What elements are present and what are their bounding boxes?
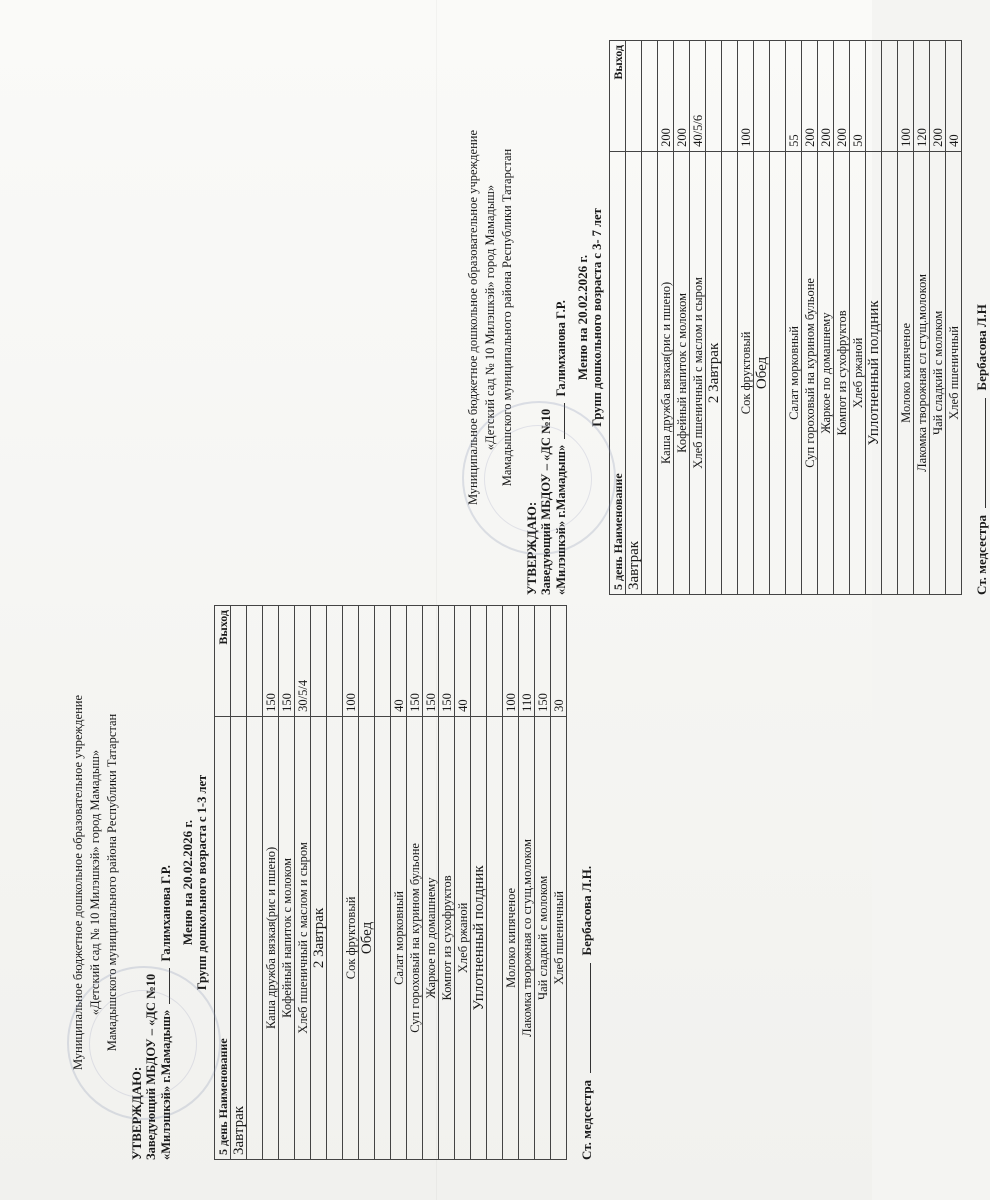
dish-name: Чай сладкий с молоком <box>930 151 946 594</box>
dish-name: Компот из сухофруктов <box>439 716 455 1159</box>
section-row <box>359 606 375 1160</box>
table-row <box>850 41 866 595</box>
approve-label: УТВЕРЖДАЮ: <box>129 1066 144 1160</box>
table-header-row <box>215 606 231 1160</box>
section-row <box>231 606 247 1160</box>
table-header-row <box>610 41 626 595</box>
dish-output: 120 <box>914 41 930 152</box>
nurse-name: Бербасова Л.Н <box>974 304 989 391</box>
spacer-row <box>722 41 738 595</box>
menu-date: Меню на 20.02.2026 г. <box>180 819 195 946</box>
dish-output: 150 <box>535 606 551 717</box>
dish-name: Суп гороховый на курином бульоне <box>802 151 818 594</box>
nurse-label: Ст. медсестра <box>579 1079 594 1160</box>
menu-table <box>609 40 962 595</box>
nurse-signature <box>579 605 595 1160</box>
dish-output: 30 <box>551 606 567 717</box>
section-snack: Уплотненный полдник <box>471 716 487 1159</box>
dish-output: 30/5/4 <box>295 606 311 717</box>
org-line-3: Мамадышского муниципального района Республики Татарстан <box>105 713 119 1052</box>
dish-output: 150 <box>439 606 455 717</box>
table-row <box>658 41 674 595</box>
dish-name: Салат морковный <box>391 716 407 1159</box>
table-row <box>738 41 754 595</box>
menu-date: Меню на 20.02.2026 г. <box>575 254 590 381</box>
menu-ages-3-7 <box>465 40 989 595</box>
stamp-seal <box>462 401 616 555</box>
dish-name: Жаркое по домашнему <box>423 716 439 1159</box>
dish-output: 200 <box>930 41 946 152</box>
dish-name: Кофейный напиток с молоком <box>279 716 295 1159</box>
dish-output: 40 <box>391 606 407 717</box>
dish-name: Лакомка творожная со сгущ.молоком <box>519 716 535 1159</box>
dish-name: Жаркое по домашнему <box>818 151 834 594</box>
dish-output: 150 <box>407 606 423 717</box>
table-row <box>946 41 962 595</box>
dish-name: Молоко кипяченое <box>898 151 914 594</box>
spacer-row <box>247 606 263 1160</box>
dish-output: 40 <box>946 41 962 152</box>
dish-output: 150 <box>279 606 295 717</box>
spacer-row <box>487 606 503 1160</box>
spacer-row <box>375 606 391 1160</box>
dish-name: Компот из сухофруктов <box>834 151 850 594</box>
table-row <box>535 606 551 1160</box>
dish-output: 50 <box>850 41 866 152</box>
section-lunch: Обед <box>359 716 375 1159</box>
approve-name: Галимханова Г.Р. <box>159 865 173 962</box>
dish-output: 200 <box>834 41 850 152</box>
section-row <box>626 41 642 595</box>
section-row <box>866 41 882 595</box>
dish-name: Хлеб ржаной <box>850 151 866 594</box>
dish-output: 55 <box>786 41 802 152</box>
dish-output: 150 <box>263 606 279 717</box>
column-name-header: 5 день Наименование <box>215 716 231 1159</box>
approve-position: Заведующий МБДОУ – «ДС №10 <box>144 973 158 1160</box>
dish-output: 200 <box>658 41 674 152</box>
dish-output: 150 <box>423 606 439 717</box>
org-line-3: Мамадышского муниципального района Республики Татарстан <box>500 148 514 487</box>
dish-name: Хлеб ржаной <box>455 716 471 1159</box>
dish-name: Молоко кипяченое <box>503 716 519 1159</box>
column-output-header: Выход <box>610 41 626 152</box>
age-group: Групп дошкольного возраста с 3- 7 лет <box>590 208 604 427</box>
dish-name: Суп гороховый на курином бульоне <box>407 716 423 1159</box>
age-group: Групп дошкольного возраста с 1-3 лет <box>195 774 209 991</box>
dish-output: 100 <box>898 41 914 152</box>
table-row <box>818 41 834 595</box>
spacer-row <box>642 41 658 595</box>
menu-ages-1-3 <box>70 605 594 1160</box>
section-row <box>754 41 770 595</box>
dish-output: 110 <box>519 606 535 717</box>
spacer-row <box>770 41 786 595</box>
signature-icon <box>985 398 986 508</box>
approve-org: «Милэшкэй» г.Мамадыш» <box>554 444 568 595</box>
dish-name: Хлеб пшеничный <box>551 716 567 1159</box>
section-second-breakfast: 2 Завтрак <box>311 716 327 1159</box>
section-row <box>706 41 722 595</box>
table-row <box>455 606 471 1160</box>
menu-table <box>214 605 567 1160</box>
dish-output: 200 <box>818 41 834 152</box>
table-row <box>279 606 295 1160</box>
table-row <box>503 606 519 1160</box>
table-row <box>834 41 850 595</box>
dish-name: Чай сладкий с молоком <box>535 716 551 1159</box>
approve-name: Галимханова Г.Р. <box>554 300 568 397</box>
dish-name: Каша дружба вязкая(рис и пшено) <box>658 151 674 594</box>
dish-output: 40 <box>455 606 471 717</box>
dish-name: Каша дружба вязкая(рис и пшено) <box>263 716 279 1159</box>
dish-name: Хлеб пшеничный <box>946 151 962 594</box>
section-snack: Уплотненный полдник <box>866 151 882 594</box>
stamp-seal <box>67 966 221 1120</box>
column-output-header: Выход <box>215 606 231 717</box>
table-row <box>519 606 535 1160</box>
table-row <box>914 41 930 595</box>
dish-output: 100 <box>503 606 519 717</box>
org-line-2: «Детский сад № 10 Милэшкэй» город Мамадыш» <box>483 184 497 451</box>
section-second-breakfast: 2 Завтрак <box>706 151 722 594</box>
table-row <box>423 606 439 1160</box>
table-row <box>295 606 311 1160</box>
table-row <box>551 606 567 1160</box>
dish-name: Хлеб пшеничный с маслом и сыром <box>295 716 311 1159</box>
dish-output: 100 <box>343 606 359 717</box>
dish-output: 200 <box>674 41 690 152</box>
dish-output: 200 <box>802 41 818 152</box>
org-line-2: «Детский сад № 10 Милэшкэй» город Мамадыш» <box>88 749 102 1016</box>
spacer-row <box>882 41 898 595</box>
dish-name: Сок фруктовый <box>738 151 754 594</box>
nurse-name: Бербасова Л.Н. <box>579 865 594 956</box>
table-row <box>802 41 818 595</box>
table-row <box>407 606 423 1160</box>
table-row <box>391 606 407 1160</box>
org-line-1: Муниципальное бюджетное дошкольное образовательное учреждение <box>466 130 480 505</box>
dish-output: 100 <box>738 41 754 152</box>
org-line-1: Муниципальное бюджетное дошкольное образовательное учреждение <box>71 695 85 1070</box>
section-lunch: Обед <box>754 151 770 594</box>
dish-name: Сок фруктовый <box>343 716 359 1159</box>
approve-label: УТВЕРЖДАЮ: <box>524 501 539 595</box>
section-breakfast: Завтрак <box>231 716 247 1159</box>
approve-org: «Милэшкэй» г.Мамадыш» <box>159 1009 173 1160</box>
table-row <box>674 41 690 595</box>
nurse-signature <box>974 40 990 595</box>
dish-output: 40/5/6 <box>690 41 706 152</box>
table-row <box>930 41 946 595</box>
dish-name: Лакомка творожная сл сгущ.молоком <box>914 151 930 594</box>
table-row <box>690 41 706 595</box>
dish-name: Хлеб пшеничный с маслом и сыром <box>690 151 706 594</box>
column-name-header: 5 день Наименование <box>610 151 626 594</box>
spacer-row <box>327 606 343 1160</box>
approve-position: Заведующий МБДОУ – «ДС №10 <box>539 408 553 595</box>
section-row <box>471 606 487 1160</box>
approval-block <box>129 605 174 1160</box>
dish-name: Салат морковный <box>786 151 802 594</box>
table-row <box>343 606 359 1160</box>
dish-name: Кофейный напиток с молоком <box>674 151 690 594</box>
approval-block <box>524 40 569 595</box>
table-row <box>439 606 455 1160</box>
signature-icon <box>590 963 591 1073</box>
nurse-label: Ст. медсестра <box>974 514 989 595</box>
table-row <box>898 41 914 595</box>
section-breakfast: Завтрак <box>626 151 642 594</box>
section-row <box>311 606 327 1160</box>
table-row <box>786 41 802 595</box>
table-row <box>263 606 279 1160</box>
